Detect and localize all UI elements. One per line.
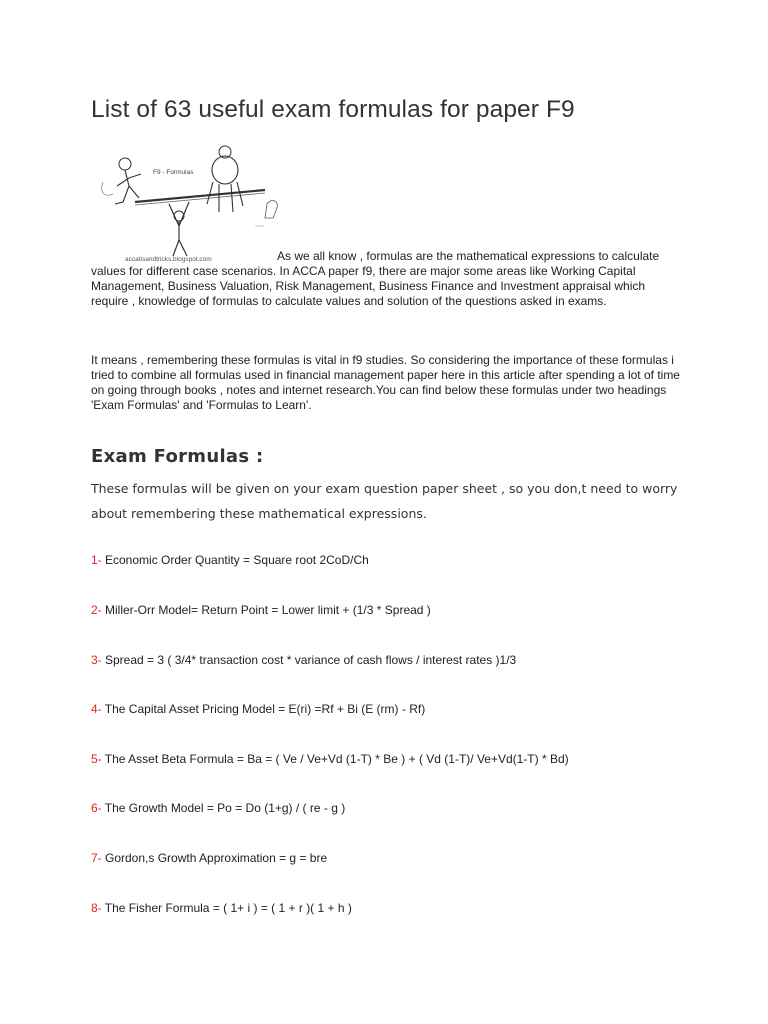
formula-text: Spread = 3 ( 3/4* transaction cost * variance of cash flows / interest rates )1/3 xyxy=(101,653,517,667)
formula-item xyxy=(91,901,352,915)
exam-formulas-heading: Exam Formulas : xyxy=(91,446,264,467)
formula-item xyxy=(91,801,345,815)
formula-text: The Capital Asset Pricing Model = E(ri) =Rf + Bi (E (rm) - Rf) xyxy=(101,702,426,716)
formula-item xyxy=(91,653,516,667)
intro-paragraph xyxy=(91,249,681,309)
formula-number: 3- xyxy=(91,653,102,667)
illustration-caption: F9 - Formulas xyxy=(153,169,194,176)
formula-number: 4- xyxy=(91,702,102,716)
page-title: List of 63 useful exam formulas for paper F9 xyxy=(91,96,575,123)
formula-text: The Asset Beta Formula = Ba = ( Ve / Ve+Vd (1-T) * Be ) + ( Vd (1-T)/ Ve+Vd(1-T) * Bd) xyxy=(101,752,569,766)
formula-number: 8- xyxy=(91,901,102,915)
formula-number: 5- xyxy=(91,752,102,766)
formula-item xyxy=(91,702,425,716)
formula-text: The Fisher Formula = ( 1+ i ) = ( 1 + r )( 1 + h ) xyxy=(101,901,352,915)
formula-number: 7- xyxy=(91,851,102,865)
illustration-credit: accatisandtricks.blogspot.com xyxy=(125,256,212,263)
formula-item xyxy=(91,553,369,567)
formula-text: Miller-Orr Model= Return Point = Lower limit + (1/3 * Spread ) xyxy=(101,603,431,617)
intro-text: As we all know , formulas are the mathematical expressions to calculate values for different case scenarios. In ACCA paper f9, there are major some areas like Working Capital Management, Business Valuation, Risk Management, Business Finance and Investment appraisal which require , knowledge of formulas to calculate values and solution of the questions asked in exams. xyxy=(91,249,660,308)
formula-text: The Growth Model = Po = Do (1+g) / ( re - g ) xyxy=(101,801,346,815)
explanation-paragraph: It means , remembering these formulas is vital in f9 studies. So considering the importance of these formulas i tried to combine all formulas used in financial management paper here in this article after spending a lot of time on going through books , notes and internet research.You can find below these formulas under two headings 'Exam Formulas' and 'Formulas to Learn'. xyxy=(91,353,680,412)
formula-number: 6- xyxy=(91,801,102,815)
exam-formulas-intro: These formulas will be given on your exam question paper sheet , so you don,t need to worry about remembering these mathematical expressions. xyxy=(91,481,678,521)
formula-text: Economic Order Quantity = Square root 2CoD/Ch xyxy=(101,553,369,567)
formula-item xyxy=(91,851,327,865)
formula-number: 2- xyxy=(91,603,102,617)
formulas-cartoon-illustration xyxy=(95,142,285,264)
formula-item xyxy=(91,752,569,766)
formula-item xyxy=(91,603,431,617)
formula-text: Gordon,s Growth Approximation = g = bre xyxy=(101,851,328,865)
svg-text:~~~: ~~~ xyxy=(255,224,264,230)
formula-number: 1- xyxy=(91,553,102,567)
